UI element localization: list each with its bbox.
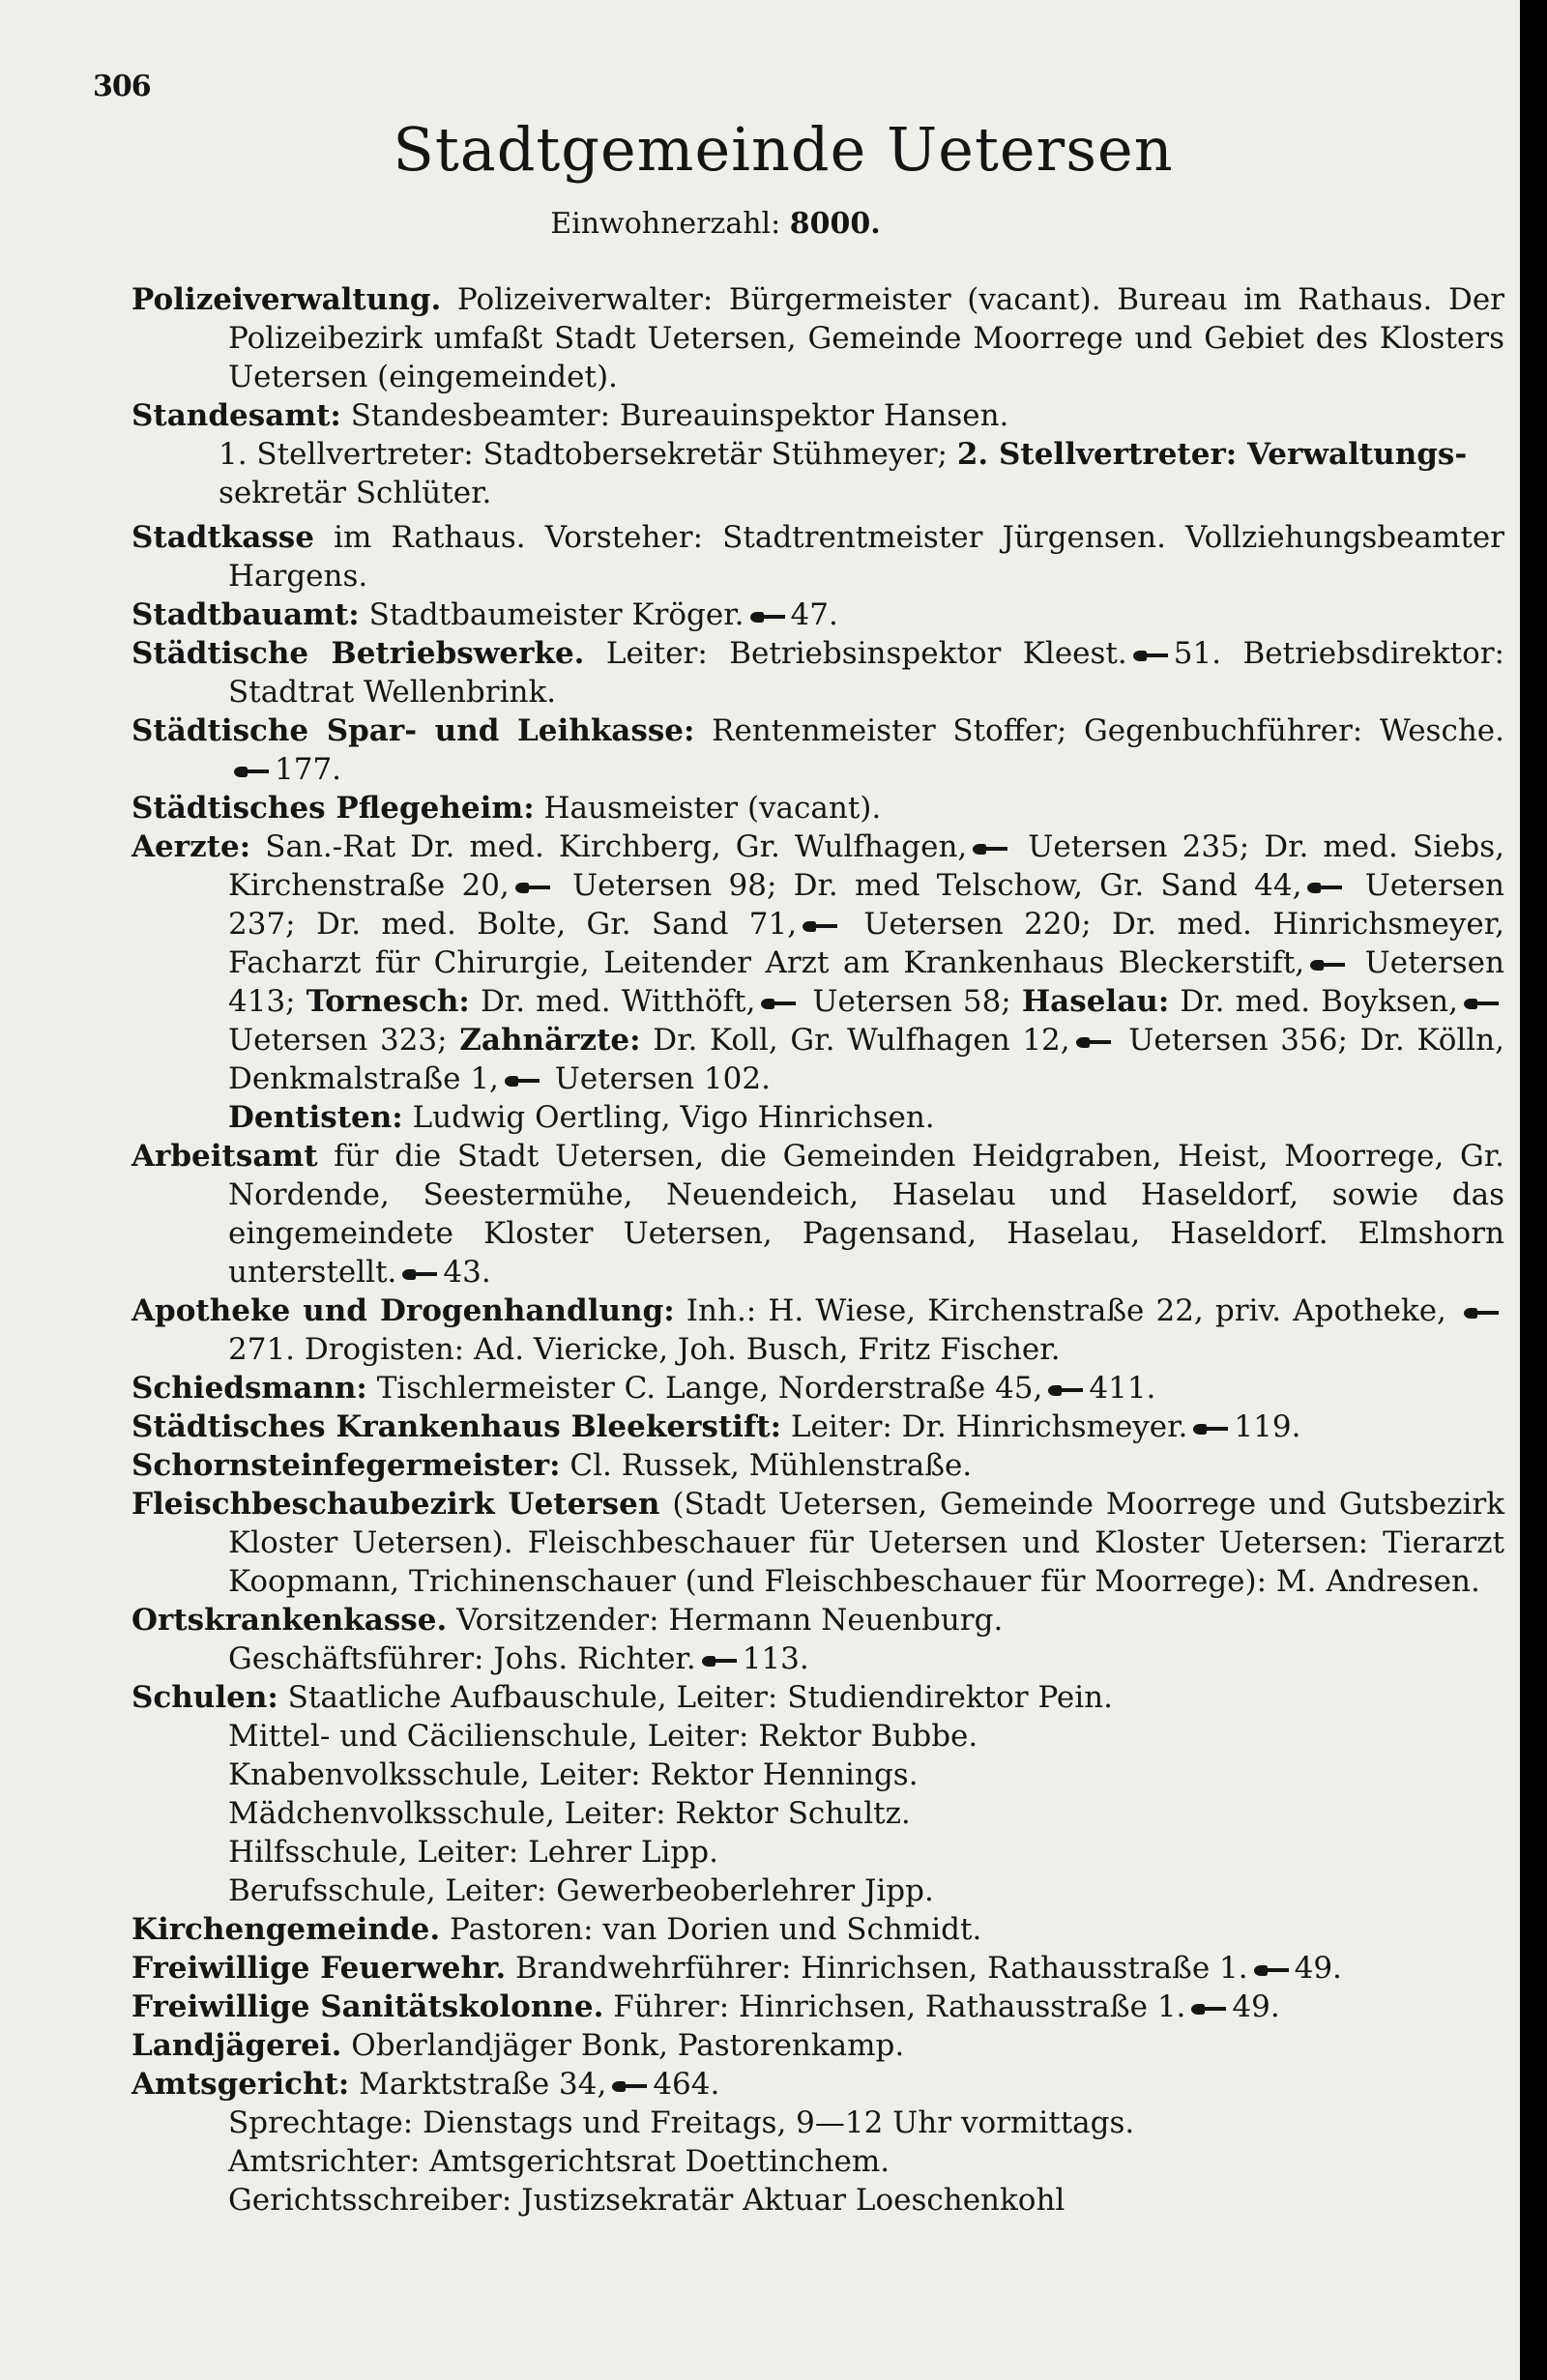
- telephone-number: 113.: [742, 1641, 809, 1676]
- school-line: Mädchenvolksschule, Leiter: Rektor Schultz.: [228, 1796, 911, 1831]
- entry-text: Pastoren: van Dorien und Schmidt.: [440, 1912, 982, 1947]
- entry-text: Dr. Koll, Gr. Wulfhagen 12,: [640, 1023, 1070, 1058]
- telephone-number: 177.: [275, 752, 342, 787]
- telephone-number: 47.: [790, 597, 838, 632]
- entry-text: Uetersen 98; Dr. med Telschow, Gr. Sand 44,: [555, 868, 1302, 903]
- entry-text: Dr. med. Boyksen,: [1169, 984, 1458, 1019]
- entry-text: Staatliche Aufbauschule, Leiter: Studiendirektor Pein.: [277, 1680, 1113, 1715]
- telephone-icon: [1254, 1962, 1289, 1978]
- entry-label: Aerzte:: [131, 829, 251, 864]
- entry-label: Arbeitsamt: [131, 1139, 318, 1174]
- telephone-icon: [803, 918, 837, 934]
- court-line: Amtsrichter: Amtsgerichtsrat Doettinchem.: [228, 2144, 890, 2179]
- telephone-icon: [515, 880, 550, 895]
- entry-text: Stadtbaumeister Kröger.: [359, 597, 744, 632]
- population-label: Einwohnerzahl:: [550, 207, 781, 241]
- entry-polizeiverwaltung: [131, 280, 1504, 396]
- entry-text: Standesbeamter: Bureauinspektor Hansen.: [340, 398, 1009, 433]
- entry-text: Cl. Russek, Mühlenstraße.: [560, 1448, 973, 1483]
- telephone-icon: [1464, 1305, 1499, 1321]
- telephone-icon: [761, 996, 796, 1011]
- telephone-icon: [702, 1653, 737, 1669]
- telephone-number: 49.: [1232, 1989, 1280, 2024]
- entry-text: 2. Stellvertreter: Verwaltungs-: [956, 437, 1468, 472]
- entry-text: sekretär Schlüter.: [219, 476, 492, 510]
- entry-text: Dr. med. Witthöft,: [469, 984, 756, 1019]
- entry-krankenhaus: [131, 1408, 1504, 1446]
- entry-apotheke: [131, 1292, 1504, 1369]
- entry-text: Inh.: H. Wiese, Kirchenstraße 22, priv. Apotheke,: [674, 1293, 1446, 1328]
- directory-entries: [131, 280, 1504, 2220]
- entry-ortskrankenkasse-manager: [131, 1640, 1504, 1678]
- entry-text: Hausmeister (vacant).: [534, 791, 882, 826]
- sub-label: Dentisten:: [228, 1100, 403, 1135]
- entry-text: Uetersen 102.: [544, 1061, 771, 1096]
- entry-arbeitsamt: [131, 1137, 1504, 1292]
- entry-label: Polizeiverwaltung.: [131, 282, 442, 317]
- entry-text: im Rathaus. Vorsteher: Stadtrentmeister Jürgensen. Vollziehungsbeamter Hargens.: [228, 520, 1504, 594]
- telephone-icon: [402, 1266, 437, 1282]
- population-value: 8000.: [789, 207, 881, 241]
- entry-standesamt-deputies: [131, 435, 1504, 512]
- entry-schiedsmann: [131, 1369, 1504, 1408]
- telephone-icon: [1464, 996, 1499, 1011]
- entry-text: Leiter: Betriebsinspektor Kleest.: [584, 636, 1127, 671]
- entry-text: Vorsitzender: Hermann Neuenburg.: [447, 1603, 1004, 1638]
- entry-text: Marktstraße 34,: [349, 2067, 607, 2102]
- entry-amtsgericht: [131, 2065, 1504, 2104]
- entry-text: San.-Rat Dr. med. Kirchberg, Gr. Wulfhagen,: [250, 829, 968, 864]
- entry-sparkasse: [131, 711, 1504, 789]
- entry-text: Ludwig Oertling, Vigo Hinrichsen.: [402, 1100, 935, 1135]
- school-line: Knabenvolksschule, Leiter: Rektor Hennings.: [228, 1757, 919, 1792]
- telephone-number: 51.: [1173, 636, 1222, 671]
- telephone-number: 43.: [443, 1255, 491, 1290]
- telephone-icon: [1076, 1034, 1111, 1050]
- school-line: Mittel- und Cäcilienschule, Leiter: Rektor Bubbe.: [228, 1719, 978, 1754]
- entry-sanitaetskolonne: [131, 1988, 1504, 2026]
- entry-text: für die Stadt Uetersen, die Gemeinden Heidgraben, Heist, Moorrege, Gr. Nordende, Seestermühe, Neuendeich, Haselau und Haseldorf, sowie das eingemeindete Kloster Uetersen, Pagensand, Haselau, Haseldorf. Elmshorn unterstellt.: [228, 1139, 1504, 1290]
- entry-text: Brandwehrführer: Hinrichsen, Rathausstraße 1.: [506, 1951, 1248, 1986]
- telephone-number: 271.: [228, 1332, 296, 1367]
- entry-label: Ortskrankenkasse.: [131, 1603, 448, 1638]
- entry-label: Stadtbauamt:: [131, 597, 360, 632]
- entry-text: Betriebsdirektor: Stadtrat Wellenbrink.: [228, 636, 1504, 710]
- entry-fleischbeschau: [131, 1485, 1504, 1601]
- entry-text: Uetersen 413;: [228, 945, 1504, 1019]
- telephone-icon: [1048, 1382, 1083, 1398]
- page-number: 306: [93, 70, 151, 103]
- entry-text: Uetersen 237; Dr. med. Bolte, Gr. Sand 71,: [228, 868, 1505, 942]
- telephone-icon: [1193, 1421, 1228, 1437]
- entry-text: Drogisten: Ad. Viericke, Joh. Busch, Fritz Fischer.: [295, 1332, 1061, 1367]
- entry-text: Führer: Hinrichsen, Rathausstraße 1.: [603, 1989, 1186, 2024]
- telephone-icon: [750, 609, 785, 624]
- telephone-number: 119.: [1234, 1409, 1301, 1444]
- entry-schornsteinfeger: [131, 1446, 1504, 1485]
- population-line: [0, 207, 1431, 241]
- entry-text: Oberlandjäger Bonk, Pastorenkamp.: [341, 2028, 905, 2063]
- entry-stadtbauamt: [131, 595, 1504, 634]
- entry-text: Uetersen 58;: [802, 984, 1022, 1019]
- telephone-number: 464.: [653, 2067, 720, 2102]
- entry-text: Uetersen 323;: [228, 1023, 460, 1058]
- court-line: Gerichtsschreiber: Justizsekratär Aktuar Loeschenkohl: [228, 2183, 1065, 2218]
- entry-label: Amtsgericht:: [131, 2067, 350, 2102]
- telephone-icon: [973, 841, 1007, 856]
- telephone-icon: [1310, 957, 1345, 972]
- entry-label: Freiwillige Feuerwehr.: [131, 1951, 507, 1986]
- entry-text: (Stadt Uetersen, Gemeinde Moorrege und Gutsbezirk Kloster Uetersen). Fleischbeschauer für Uetersen und Kloster Uetersen: Tierarzt Koopmann, Trichinenschauer (und Fleischbeschauer für Moorrege): M. Andresen.: [228, 1487, 1504, 1599]
- entry-ortskrankenkasse: [131, 1601, 1504, 1640]
- entry-text: 1. Stellvertreter: Stadtobersekretär Stühmeyer;: [219, 437, 957, 472]
- entry-text: Uetersen 235; Dr. med. Siebs, Kirchenstraße 20,: [228, 829, 1504, 903]
- entry-stadtkasse: [131, 518, 1504, 595]
- page-title: Stadtgemeinde Uetersen: [393, 114, 1174, 185]
- entry-text: Uetersen 220; Dr. med. Hinrichsmeyer, Facharzt für Chirurgie, Leitender Arzt am Krankenhaus Bleckerstift,: [228, 907, 1504, 980]
- entry-label: Schulen:: [131, 1680, 278, 1715]
- entry-pflegeheim: [131, 789, 1504, 827]
- entry-label: Standesamt:: [131, 398, 341, 433]
- telephone-icon: [1133, 648, 1168, 663]
- telephone-number: 411.: [1089, 1371, 1156, 1406]
- telephone-number: 49.: [1294, 1951, 1342, 1986]
- entry-text: Geschäftsführer: Johs. Richter.: [228, 1641, 696, 1676]
- entry-label: Schornsteinfegermeister:: [131, 1448, 561, 1483]
- entry-label: Stadtkasse: [131, 520, 314, 555]
- entry-betriebswerke: [131, 634, 1504, 711]
- school-line: Berufsschule, Leiter: Gewerbeoberlehrer Jipp.: [228, 1873, 934, 1908]
- entry-label: Städtische Betriebswerke.: [131, 636, 585, 671]
- entry-landjaegerei: [131, 2026, 1504, 2065]
- court-line: Sprechtage: Dienstags und Freitags, 9—12 Uhr vormittags.: [228, 2105, 1135, 2140]
- telephone-icon: [234, 764, 269, 779]
- sub-label: Haselau:: [1021, 984, 1170, 1019]
- entry-text: Polizeiverwalter: Bürgermeister (vacant). Bureau im Rathaus. Der Polizeibezirk umfaßt Stadt Uetersen, Gemeinde Moorrege und Gebiet des Klosters Uetersen (eingemeindet).: [228, 282, 1504, 394]
- entry-standesamt: [131, 396, 1504, 435]
- telephone-icon: [1191, 2001, 1226, 2017]
- entry-label: Städtisches Pflegeheim:: [131, 791, 535, 826]
- entry-label: Schiedsmann:: [131, 1371, 367, 1406]
- sub-label: Tornesch:: [306, 984, 470, 1019]
- entry-label: Kirchengemeinde.: [131, 1912, 441, 1947]
- entry-label: Fleischbeschaubezirk Uetersen: [131, 1487, 660, 1522]
- entry-label: Landjägerei.: [131, 2028, 342, 2063]
- sub-label: Zahnärzte:: [459, 1023, 641, 1058]
- entry-text: Rentenmeister Stoffer; Gegenbuchführer: Wesche.: [694, 713, 1504, 748]
- entry-aerzte: [131, 827, 1504, 1098]
- entry-label: Apotheke und Drogenhandlung:: [131, 1293, 675, 1328]
- entry-text: Uetersen 356; Dr. Kölln, Denkmalstraße 1,: [228, 1023, 1505, 1096]
- telephone-icon: [612, 2078, 647, 2094]
- entry-text: Tischlermeister C. Lange, Norderstraße 45,: [366, 1371, 1043, 1406]
- entry-label: Städtische Spar- und Leihkasse:: [131, 713, 695, 748]
- entry-label: Städtisches Krankenhaus Bleekerstift:: [131, 1409, 782, 1444]
- entry-kirchengemeinde: [131, 1910, 1504, 1949]
- telephone-icon: [505, 1073, 540, 1088]
- school-line: Hilfsschule, Leiter: Lehrer Lipp.: [228, 1835, 718, 1870]
- entry-feuerwehr: [131, 1949, 1504, 1988]
- entry-schulen: [131, 1678, 1504, 1717]
- telephone-icon: [1307, 880, 1342, 895]
- entry-text: Leiter: Dr. Hinrichsmeyer.: [781, 1409, 1188, 1444]
- entry-label: Freiwillige Sanitätskolonne.: [131, 1989, 604, 2024]
- entry-dentisten: [131, 1098, 1504, 1137]
